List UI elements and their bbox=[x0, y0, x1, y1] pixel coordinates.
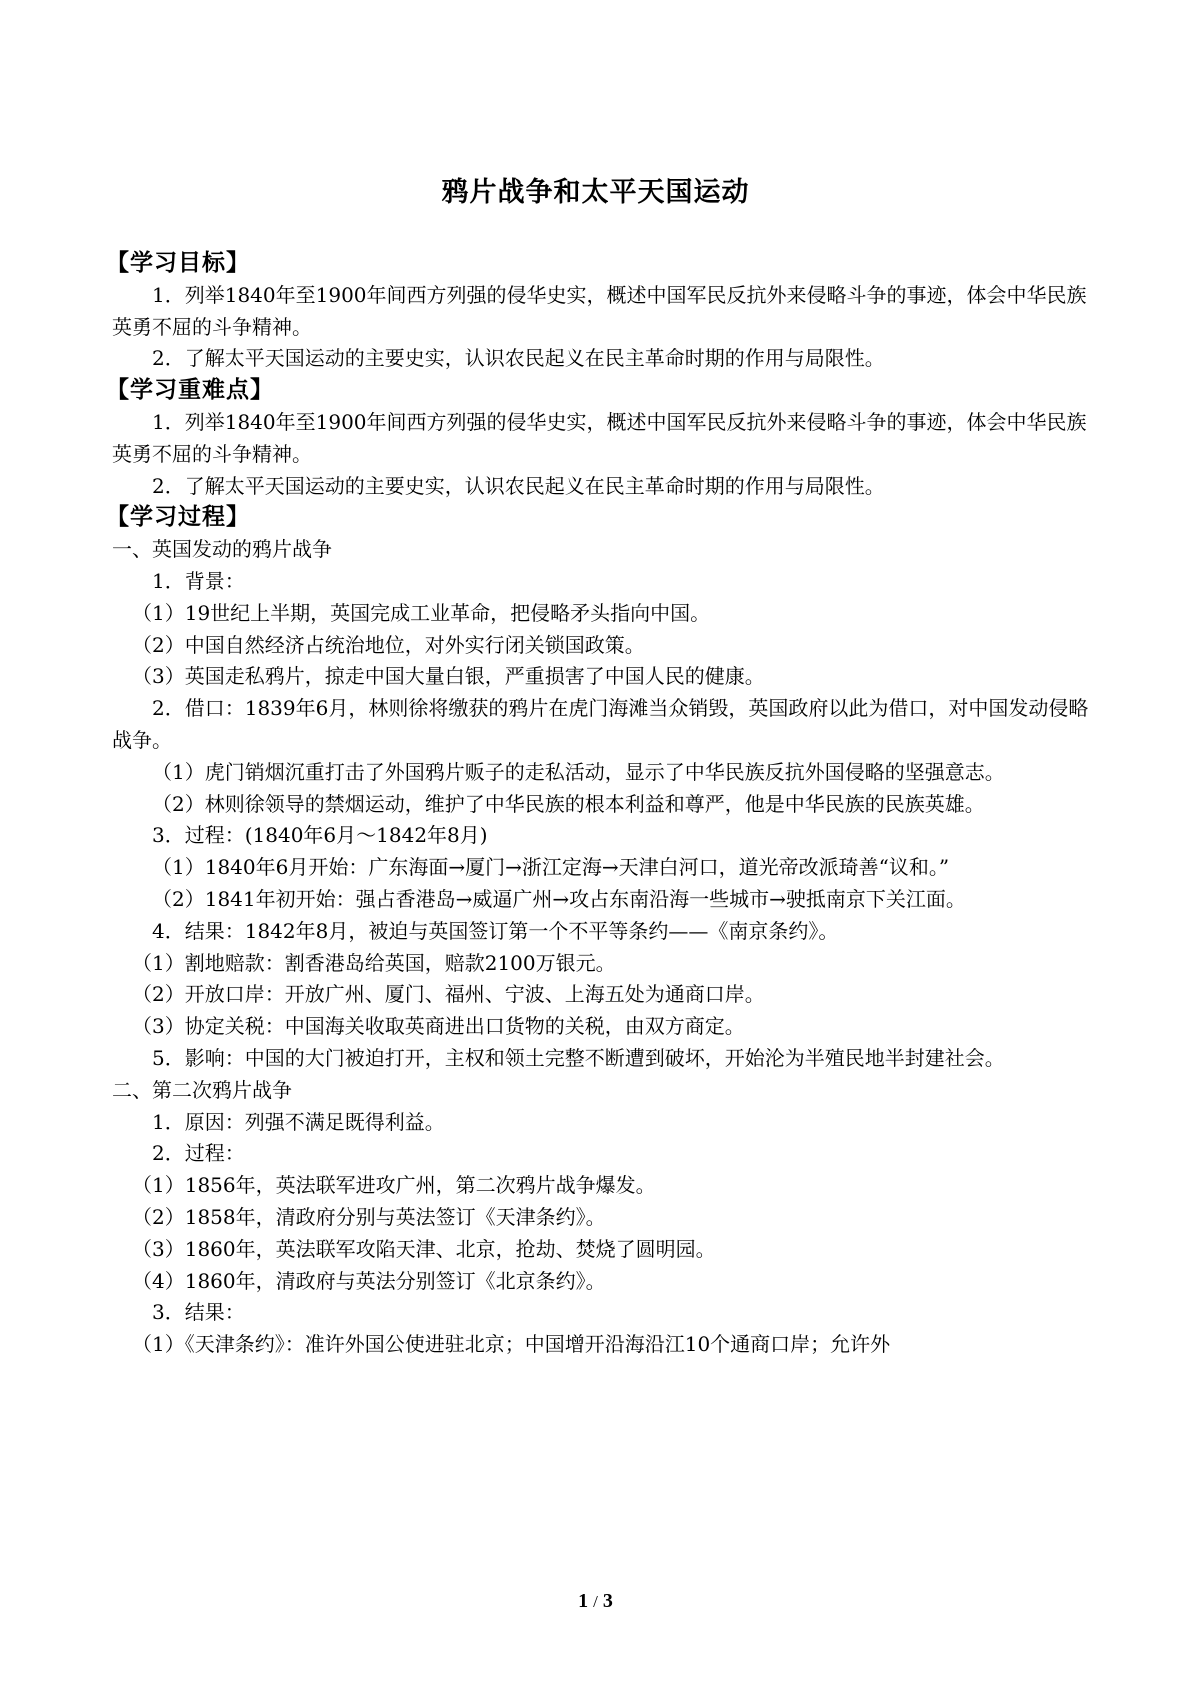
list-item: （2）开放口岸：开放广州、厦门、福州、宁波、上海五处为通商口岸。 bbox=[132, 982, 765, 1007]
list-item: （1）1856年，英法联军进攻广州，第二次鸦片战争爆发。 bbox=[132, 1173, 656, 1198]
list-item: （1）1840年6月开始：广东海面→厦门→浙江定海→天津白河口，道光帝改派琦善“议和。” bbox=[152, 855, 950, 880]
list-item: （1）19世纪上半期，英国完成工业革命，把侵略矛头指向中国。 bbox=[132, 600, 711, 625]
goal-item: 2．了解太平天国运动的主要史实，认识农民起义在民主革命时期的作用与局限性。 bbox=[152, 346, 885, 371]
document-body bbox=[106, 248, 1096, 1361]
paragraph: 4．结果：1842年8月，被迫与英国签订第一个不平等条约——《南京条约》。 bbox=[152, 918, 839, 943]
paragraph: 2．借口：1839年6月，林则徐将缴获的鸦片在虎门海滩当众销毁，英国政府以此为借口，对中国发动侵略战争。 bbox=[112, 696, 1089, 752]
key-point-item: 2．了解太平天国运动的主要史实，认识农民起义在民主革命时期的作用与局限性。 bbox=[152, 473, 885, 498]
page-title: 鸦片战争和太平天国运动 bbox=[441, 177, 750, 208]
heading-goals: 【学习目标】 bbox=[106, 250, 250, 276]
subsection-label: 3．结果： bbox=[152, 1300, 245, 1325]
subsection-label: 2．过程： bbox=[152, 1141, 245, 1166]
list-item: （3）协定关税：中国海关收取英商进出口货物的关税，由双方商定。 bbox=[132, 1014, 745, 1039]
section-title: 一、英国发动的鸦片战争 bbox=[112, 537, 332, 562]
list-item: （1）《天津条约》：准许外国公使进驻北京；中国增开沿海沿江10个通商口岸；允许外 bbox=[132, 1332, 891, 1357]
list-item: （3）1860年，英法联军攻陷天津、北京，抢劫、焚烧了圆明园。 bbox=[132, 1236, 716, 1261]
list-item: （2）1841年初开始：强占香港岛→威逼广州→攻占东南沿海一些城市→驶抵南京下关江面。 bbox=[152, 886, 966, 911]
section-title: 二、第二次鸦片战争 bbox=[112, 1077, 292, 1102]
list-item: （2）林则徐领导的禁烟运动，维护了中华民族的根本利益和尊严，他是中华民族的民族英雄。 bbox=[152, 791, 985, 816]
list-item: （2）中国自然经济占统治地位，对外实行闭关锁国政策。 bbox=[132, 632, 645, 657]
list-item: （3）英国走私鸦片，掠走中国大量白银，严重损害了中国人民的健康。 bbox=[132, 664, 765, 689]
goal-item: 1．列举1840年至1900年间西方列强的侵华史实，概述中国军民反抗外来侵略斗争的事迹，体会中华民族英勇不屈的斗争精神。 bbox=[112, 282, 1087, 339]
heading-key-points: 【学习重难点】 bbox=[106, 377, 274, 404]
heading-process: 【学习过程】 bbox=[106, 504, 250, 531]
page-number bbox=[0, 1590, 1191, 1613]
list-item: （4）1860年，清政府与英法分别签订《北京条约》。 bbox=[132, 1268, 606, 1293]
paragraph: 5．影响：中国的大门被迫打开，主权和领土完整不断遭到破坏，开始沦为半殖民地半封建社会。 bbox=[152, 1045, 1005, 1070]
list-item: （1）虎门销烟沉重打击了外国鸦片贩子的走私活动，显示了中华民族反抗外国侵略的坚强意志。 bbox=[152, 759, 1005, 784]
page-separator: / bbox=[593, 1592, 598, 1611]
subsection-label: 1．背景： bbox=[152, 568, 245, 593]
subsection-label: 3．过程：(1840年6月～1842年8月) bbox=[152, 823, 488, 848]
current-page: 1 bbox=[578, 1590, 589, 1612]
total-pages: 3 bbox=[602, 1590, 613, 1612]
key-point-item: 1．列举1840年至1900年间西方列强的侵华史实，概述中国军民反抗外来侵略斗争的事迹，体会中华民族英勇不屈的斗争精神。 bbox=[112, 409, 1087, 466]
list-item: （1）割地赔款：割香港岛给英国，赔款2100万银元。 bbox=[132, 950, 616, 975]
paragraph: 1．原因：列强不满足既得利益。 bbox=[152, 1109, 445, 1134]
list-item: （2）1858年，清政府分别与英法签订《天津条约》。 bbox=[132, 1204, 606, 1229]
